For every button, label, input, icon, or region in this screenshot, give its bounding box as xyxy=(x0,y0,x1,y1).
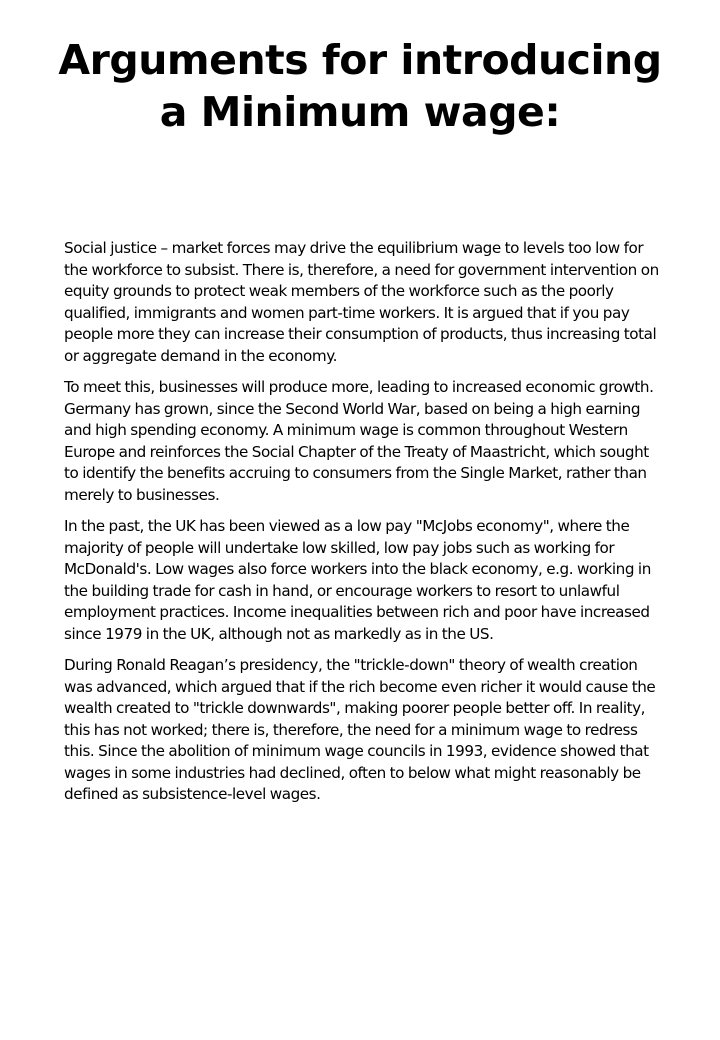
paragraph-social-justice: Social justice – market forces may drive the equilibrium wage to levels too low for the workforce to subsist. There is, therefore, a need for government intervention on equity grounds to protect weak members of the workforce such as the poorly qualified, immigrants and women part-time workers. It is argued that if you pay people more they can increase their consumption of products, thus increasing total or aggregate demand in the economy. xyxy=(64,239,659,365)
slide-title: Arguments for introducing a Minimum wage: xyxy=(58,36,662,136)
body-text xyxy=(64,238,664,816)
paragraph-economic-growth: To meet this, businesses will produce more, leading to increased economic growth. Germany has grown, since the Second World War, based on being a high earning and high spending economy. A minimum wage is common throughout Western Europe and reinforces the Social Chapter of the Treaty of Maastricht, which sought to identify the benefits accruing to consumers from the Single Market, rather than merely to businesses. xyxy=(64,378,654,504)
paragraph-uk-low-pay: In the past, the UK has been viewed as a low pay "McJobs economy", where the majority of people will undertake low skilled, low pay jobs such as working for McDonald's. Low wages also force workers into the black economy, e.g. working in the building trade for cash in hand, or encourage workers to resort to unlawful employment practices. Income inequalities between rich and poor have increased since 1979 in the UK, although not as markedly as in the US. xyxy=(64,517,651,643)
paragraph-trickle-down: During Ronald Reagan’s presidency, the "trickle-down" theory of wealth creation was advanced, which argued that if the rich become even richer it would cause the wealth created to "trickle downwards", making poorer people better off. In reality, this has not worked; there is, therefore, the need for a minimum wage to redress this. Since the abolition of minimum wage councils in 1993, evidence showed that wages in some industries had declined, often to below what might reasonably be defined as subsistence-level wages. xyxy=(64,656,656,803)
